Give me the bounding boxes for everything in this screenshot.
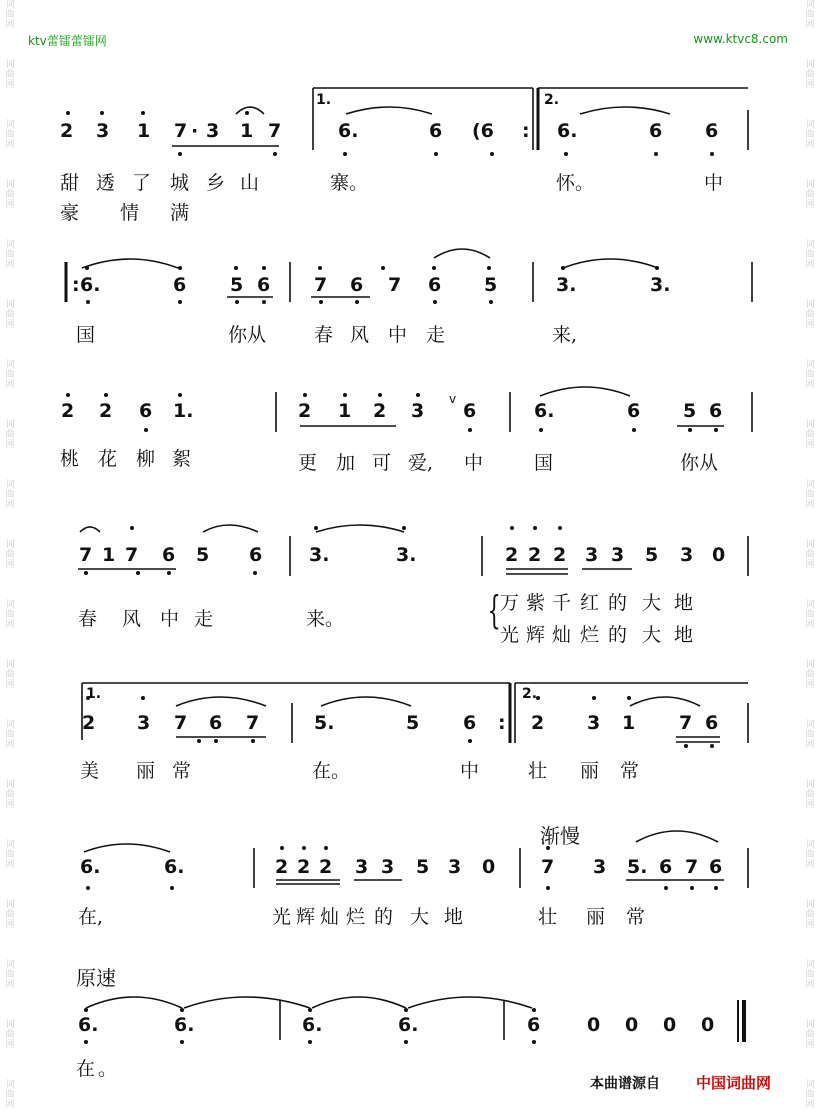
note: 7	[679, 712, 693, 734]
note: 7	[174, 712, 188, 734]
note: 6	[627, 400, 641, 422]
note: 2	[505, 544, 519, 566]
note: 6.	[302, 1014, 323, 1036]
lyric: 中	[464, 452, 484, 474]
note: 5	[484, 274, 498, 296]
note: 7	[246, 712, 260, 734]
lyric: 春	[314, 324, 334, 346]
lyric: 壮	[538, 906, 558, 928]
note: 5.	[314, 712, 335, 734]
note: 3.	[650, 274, 671, 296]
note: 6	[209, 712, 223, 734]
note: (6	[472, 120, 494, 142]
lyric: 春	[78, 608, 98, 630]
note: 6.	[174, 1014, 195, 1036]
note: 6	[649, 120, 663, 142]
note: 1	[102, 544, 116, 566]
lyric: 烂	[346, 906, 366, 928]
note: 6	[463, 400, 477, 422]
note: 5	[196, 544, 210, 566]
note: 6.	[398, 1014, 419, 1036]
lyric: 可	[372, 452, 392, 474]
lyric: 国	[534, 452, 554, 474]
note: 6	[709, 856, 723, 878]
verse-1-lyric: 紫	[526, 592, 546, 614]
repeat-sign: :	[522, 120, 530, 142]
note: 2	[531, 712, 545, 734]
note: 6.	[534, 400, 555, 422]
breath-mark: v	[449, 392, 457, 406]
verse-1-lyric: 红	[580, 592, 600, 614]
lyric: 柳	[136, 448, 156, 470]
lyric: 中	[160, 608, 180, 630]
verse-2-lyric: 大	[642, 624, 662, 646]
note: 5.	[627, 856, 648, 878]
note: 3	[206, 120, 220, 142]
lyric: 丽	[136, 760, 156, 782]
tempo-marking: 渐慢	[540, 824, 580, 848]
note: 6	[139, 400, 153, 422]
lyric: 常	[620, 760, 640, 782]
verse-1-lyric: 的	[608, 592, 628, 614]
note: 1	[622, 712, 636, 734]
lyric: 中	[704, 172, 724, 194]
repeat-start: :	[72, 274, 80, 296]
note: 6	[659, 856, 673, 878]
note: 2	[82, 712, 96, 734]
lyric: 加	[336, 452, 356, 474]
lyric: 。	[98, 1058, 118, 1080]
lyric: 来,	[552, 324, 578, 346]
verse-2-lyric: 辉	[526, 624, 546, 646]
note: 6	[463, 712, 477, 734]
note: 6	[527, 1014, 541, 1036]
note: 3.	[556, 274, 577, 296]
watermark-left: ktv蕾镭蕾镭网	[28, 34, 107, 48]
lyric: 寨。	[330, 172, 369, 194]
lyric: 乡	[206, 172, 226, 194]
note: 6.	[164, 856, 185, 878]
lyric: 常	[626, 906, 646, 928]
note: 6.	[338, 120, 359, 142]
note: 0	[712, 544, 726, 566]
note: 7	[685, 856, 699, 878]
verse-1-lyric: 大	[642, 592, 662, 614]
lyric: 辉	[296, 906, 316, 928]
note: 6	[428, 274, 442, 296]
lyric: 在,	[78, 906, 104, 928]
note: 3	[593, 856, 607, 878]
lyric: 甜	[60, 172, 80, 194]
verse-1-lyric: 万	[500, 592, 520, 614]
lyric: 你从	[680, 452, 719, 474]
note: 2	[553, 544, 567, 566]
lyric: 桃	[60, 448, 80, 470]
note: 1.	[173, 400, 194, 422]
verse-2-lyric: 的	[608, 624, 628, 646]
note: 1	[240, 120, 254, 142]
note: 6.	[78, 1014, 99, 1036]
note: 7	[268, 120, 282, 142]
note: 3	[137, 712, 151, 734]
note: 7	[388, 274, 402, 296]
lyric: 风	[350, 324, 370, 346]
lyric: 絮	[172, 448, 192, 470]
note: 6	[162, 544, 176, 566]
lyric: 在。	[312, 760, 351, 782]
note: 6.	[80, 274, 101, 296]
note: 2	[61, 400, 75, 422]
lyric: 光	[272, 906, 292, 928]
note: 3.	[309, 544, 330, 566]
verse-1-lyric: 地	[674, 592, 694, 614]
note: 5	[406, 712, 420, 734]
lyric: 国	[76, 324, 96, 346]
lyric: 更	[298, 452, 318, 474]
volta-1-label: 1.	[316, 92, 332, 108]
volta-2-label: 2.	[522, 686, 538, 702]
note: 7	[541, 856, 555, 878]
note: 3	[96, 120, 110, 142]
note: 3.	[396, 544, 417, 566]
dot: ·	[191, 120, 199, 142]
note: 0	[482, 856, 496, 878]
lyric: 大	[410, 906, 430, 928]
watermark-right: www.ktvc8.com	[693, 32, 788, 46]
note: 5	[416, 856, 430, 878]
side-watermark-left: 词 曲 网 词 曲 网 词 曲 网 词 曲 网 词 曲 网 词 曲 网 词 曲 网 词 曲 网 词 曲 网 词 曲 网 词 曲 网 词 曲 网 词 曲 网 词 曲 网 词 曲 网 词 曲 网 词 曲 网 词 曲 网 词 曲 网	[5, 0, 15, 1110]
source-label: 本曲谱源自	[590, 1076, 660, 1092]
lyric: 山	[240, 172, 260, 194]
note: 2	[319, 856, 333, 878]
lyric: 城	[170, 172, 190, 194]
note: 5	[683, 400, 697, 422]
lyric: 来。	[306, 608, 345, 630]
verse-1-lyric: 千	[552, 592, 572, 614]
note: 2	[99, 400, 113, 422]
note: 2	[373, 400, 387, 422]
note: 3	[680, 544, 694, 566]
lyric: 花	[98, 448, 118, 470]
side-watermark-right: 词 曲 网 词 曲 网 词 曲 网 词 曲 网 词 曲 网 词 曲 网 词 曲 网 词 曲 网 词 曲 网 词 曲 网 词 曲 网 词 曲 网 词 曲 网 词 曲 网 词 曲 网 词 曲 网 词 曲 网 词 曲 网 词 曲 网	[805, 0, 815, 1110]
lyric: 豪	[60, 202, 80, 224]
lyric: 常	[172, 760, 192, 782]
note: 6.	[80, 856, 101, 878]
lyric: 你从	[228, 324, 267, 346]
note: 3	[448, 856, 462, 878]
note: 6	[709, 400, 723, 422]
note: 6	[429, 120, 443, 142]
note: 3	[355, 856, 369, 878]
volta-2-label: 2.	[544, 92, 560, 108]
note: 3	[611, 544, 625, 566]
note: 6	[257, 274, 271, 296]
lyric: 在	[76, 1058, 96, 1080]
note: 0	[663, 1014, 677, 1036]
note: 3	[411, 400, 425, 422]
lyric: 壮	[528, 760, 548, 782]
note: 0	[625, 1014, 639, 1036]
note: 7	[174, 120, 188, 142]
verse-brace: {	[487, 588, 501, 632]
repeat-sign: :	[498, 712, 506, 734]
note: 5	[230, 274, 244, 296]
verse-2-lyric: 光	[500, 624, 520, 646]
lyric: 的	[374, 906, 394, 928]
note: 6	[173, 274, 187, 296]
verse-2-lyric: 灿	[552, 624, 572, 646]
lyric: 满	[170, 202, 190, 224]
lyric: 中	[388, 324, 408, 346]
lyric: 丽	[580, 760, 600, 782]
note: 2	[60, 120, 74, 142]
lyric: 中	[460, 760, 480, 782]
note: 2	[528, 544, 542, 566]
lyric: 怀。	[556, 172, 595, 194]
volta-1-label: 1.	[86, 686, 102, 702]
note: 2	[275, 856, 289, 878]
note: 0	[587, 1014, 601, 1036]
note: 2	[297, 856, 311, 878]
lyric: 灿	[320, 906, 340, 928]
note: 3	[585, 544, 599, 566]
note: 7	[314, 274, 328, 296]
lyric: 走	[426, 324, 446, 346]
note: 0	[701, 1014, 715, 1036]
note: 7	[79, 544, 93, 566]
lyric: 走	[194, 608, 214, 630]
lyric: 美	[80, 760, 100, 782]
lyric: 透	[96, 172, 116, 194]
note: 3	[587, 712, 601, 734]
lyric: 地	[444, 906, 464, 928]
note: 1	[137, 120, 151, 142]
note: 1	[338, 400, 352, 422]
note: 7	[125, 544, 139, 566]
note: 6	[350, 274, 364, 296]
lyric: 情	[120, 202, 140, 224]
verse-2-lyric: 烂	[580, 624, 600, 646]
lyric: 风	[122, 608, 142, 630]
lyric: 了	[132, 172, 152, 194]
note: 5	[645, 544, 659, 566]
tempo-marking: 原速	[76, 966, 116, 990]
lyric: 丽	[586, 906, 606, 928]
note: 6	[705, 712, 719, 734]
note: 2	[298, 400, 312, 422]
note: 6	[249, 544, 263, 566]
note: 3	[381, 856, 395, 878]
verse-2-lyric: 地	[674, 624, 694, 646]
note: 6.	[557, 120, 578, 142]
source-site-link[interactable]: 中国词曲网	[696, 1074, 772, 1092]
lyric: 爱,	[408, 452, 434, 474]
note: 6	[705, 120, 719, 142]
